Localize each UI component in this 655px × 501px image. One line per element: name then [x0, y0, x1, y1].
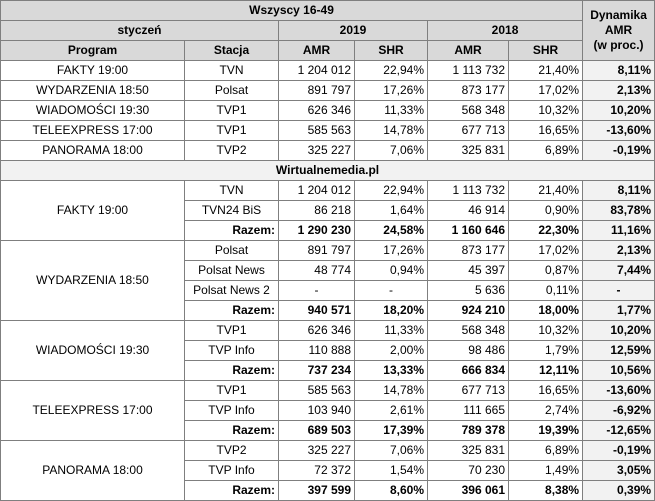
- amr-2019-cell: 940 571: [279, 301, 355, 321]
- station-cell: TVP Info: [185, 401, 279, 421]
- amr-2018-cell: 98 486: [428, 341, 509, 361]
- shr-2019-cell: 11,33%: [355, 101, 428, 121]
- shr-2018-cell: 21,40%: [509, 181, 583, 201]
- table-row: [1, 101, 655, 121]
- shr-2019-cell: 14,78%: [355, 121, 428, 141]
- station-cell: TVP Info: [185, 461, 279, 481]
- shr-2019-cell: 17,26%: [355, 81, 428, 101]
- shr-2018-cell: 6,89%: [509, 141, 583, 161]
- station-cell: Polsat: [185, 81, 279, 101]
- period-header: styczeń: [1, 21, 279, 41]
- amr-2018-cell: 789 378: [428, 421, 509, 441]
- amr-2018-cell: 677 713: [428, 121, 509, 141]
- amr-2019-cell: 1 204 012: [279, 61, 355, 81]
- shr-2018-cell: 10,32%: [509, 101, 583, 121]
- shr-2019-cell: 7,06%: [355, 441, 428, 461]
- total-label-cell: Razem:: [185, 481, 279, 501]
- group-program-cell: TELEEXPRESS 17:00: [1, 381, 185, 441]
- dynamics-header-line1: Dynamika: [590, 8, 647, 22]
- shr-2019-cell: 8,60%: [355, 481, 428, 501]
- shr-2018-cell: 1,79%: [509, 341, 583, 361]
- year-2019-header: 2019: [279, 21, 428, 41]
- amr-2018-cell: 873 177: [428, 81, 509, 101]
- amr-2019-cell: 585 563: [279, 121, 355, 141]
- dynamics-cell: 8,11%: [583, 181, 655, 201]
- dynamics-cell: -6,92%: [583, 401, 655, 421]
- amr-2019-cell: 48 774: [279, 261, 355, 281]
- amr-2018-cell: 1 113 732: [428, 61, 509, 81]
- shr-2019-cell: 1,54%: [355, 461, 428, 481]
- group-program-cell: PANORAMA 18:00: [1, 441, 185, 501]
- group-program-cell: FAKTY 19:00: [1, 181, 185, 241]
- table-body: [1, 61, 655, 501]
- amr-2019-cell: 110 888: [279, 341, 355, 361]
- shr-2019-cell: 13,33%: [355, 361, 428, 381]
- shr-2019-cell: 0,94%: [355, 261, 428, 281]
- col-program-header: Program: [1, 41, 185, 61]
- station-cell: TVP Info: [185, 341, 279, 361]
- shr-2019-cell: 22,94%: [355, 181, 428, 201]
- dynamics-cell: -13,60%: [583, 381, 655, 401]
- amr-2019-cell: 397 599: [279, 481, 355, 501]
- source-row: [1, 161, 655, 181]
- table-row: [1, 381, 655, 401]
- station-cell: TVP1: [185, 121, 279, 141]
- amr-2018-cell: 111 665: [428, 401, 509, 421]
- shr-2018-cell: 0,11%: [509, 281, 583, 301]
- amr-2018-cell: 1 113 732: [428, 181, 509, 201]
- shr-2019-cell: 2,00%: [355, 341, 428, 361]
- shr-2018-cell: 8,38%: [509, 481, 583, 501]
- shr-2018-cell: 16,65%: [509, 121, 583, 141]
- amr-2018-cell: 45 397: [428, 261, 509, 281]
- col-shr-2019-header: SHR: [355, 41, 428, 61]
- dynamics-cell: 11,16%: [583, 221, 655, 241]
- shr-2018-cell: 12,11%: [509, 361, 583, 381]
- dynamics-cell: -0,19%: [583, 141, 655, 161]
- table-row: [1, 121, 655, 141]
- dynamics-cell: 1,77%: [583, 301, 655, 321]
- dynamics-header-line2: AMR: [604, 23, 633, 37]
- amr-2018-cell: 568 348: [428, 101, 509, 121]
- program-cell: TELEEXPRESS 17:00: [1, 121, 185, 141]
- table-row: [1, 81, 655, 101]
- amr-2019-cell: -: [279, 281, 355, 301]
- station-cell: TVP2: [185, 441, 279, 461]
- amr-2019-cell: 626 346: [279, 321, 355, 341]
- shr-2018-cell: 2,74%: [509, 401, 583, 421]
- dynamics-header: [583, 1, 655, 61]
- year-2018-header: 2018: [428, 21, 583, 41]
- dynamics-header-line3: (w proc.): [593, 38, 644, 52]
- total-label-cell: Razem:: [185, 301, 279, 321]
- shr-2019-cell: 24,58%: [355, 221, 428, 241]
- table-row: [1, 181, 655, 201]
- total-label-cell: Razem:: [185, 361, 279, 381]
- total-label-cell: Razem:: [185, 221, 279, 241]
- amr-2019-cell: 325 227: [279, 141, 355, 161]
- dynamics-cell: -13,60%: [583, 121, 655, 141]
- table-row: [1, 61, 655, 81]
- shr-2019-cell: 18,20%: [355, 301, 428, 321]
- dynamics-cell: 2,13%: [583, 81, 655, 101]
- station-cell: TVP2: [185, 141, 279, 161]
- amr-2019-cell: 103 940: [279, 401, 355, 421]
- station-cell: TVP1: [185, 101, 279, 121]
- table-row: [1, 321, 655, 341]
- amr-2018-cell: 325 831: [428, 141, 509, 161]
- shr-2019-cell: 11,33%: [355, 321, 428, 341]
- program-cell: FAKTY 19:00: [1, 61, 185, 81]
- table-title: Wszyscy 16-49: [1, 1, 583, 21]
- station-cell: TVN24 BiS: [185, 201, 279, 221]
- dynamics-cell: 10,56%: [583, 361, 655, 381]
- amr-2019-cell: 626 346: [279, 101, 355, 121]
- dynamics-cell: 10,20%: [583, 321, 655, 341]
- dynamics-cell: -12,65%: [583, 421, 655, 441]
- amr-2018-cell: 924 210: [428, 301, 509, 321]
- shr-2018-cell: 1,49%: [509, 461, 583, 481]
- dynamics-cell: -0,19%: [583, 441, 655, 461]
- source-label: Wirtualnemedia.pl: [1, 161, 655, 181]
- period-row: [1, 21, 655, 41]
- station-cell: TVN: [185, 61, 279, 81]
- amr-2019-cell: 891 797: [279, 81, 355, 101]
- amr-2019-cell: 689 503: [279, 421, 355, 441]
- dynamics-cell: 8,11%: [583, 61, 655, 81]
- col-shr-2018-header: SHR: [509, 41, 583, 61]
- shr-2019-cell: 17,26%: [355, 241, 428, 261]
- amr-2018-cell: 1 160 646: [428, 221, 509, 241]
- program-cell: PANORAMA 18:00: [1, 141, 185, 161]
- dynamics-cell: 10,20%: [583, 101, 655, 121]
- dynamics-cell: 3,05%: [583, 461, 655, 481]
- shr-2018-cell: 22,30%: [509, 221, 583, 241]
- station-cell: TVN: [185, 181, 279, 201]
- dynamics-cell: 83,78%: [583, 201, 655, 221]
- amr-2018-cell: 677 713: [428, 381, 509, 401]
- shr-2018-cell: 16,65%: [509, 381, 583, 401]
- shr-2019-cell: -: [355, 281, 428, 301]
- shr-2018-cell: 10,32%: [509, 321, 583, 341]
- group-program-cell: WYDARZENIA 18:50: [1, 241, 185, 321]
- col-amr-2018-header: AMR: [428, 41, 509, 61]
- station-cell: Polsat News: [185, 261, 279, 281]
- shr-2018-cell: 0,90%: [509, 201, 583, 221]
- table-row: [1, 241, 655, 261]
- dynamics-cell: -: [583, 281, 655, 301]
- dynamics-cell: 7,44%: [583, 261, 655, 281]
- table-row: [1, 141, 655, 161]
- station-cell: TVP1: [185, 381, 279, 401]
- shr-2019-cell: 22,94%: [355, 61, 428, 81]
- amr-2018-cell: 568 348: [428, 321, 509, 341]
- station-cell: TVP1: [185, 321, 279, 341]
- shr-2018-cell: 17,02%: [509, 81, 583, 101]
- amr-2019-cell: 1 204 012: [279, 181, 355, 201]
- amr-2019-cell: 325 227: [279, 441, 355, 461]
- station-cell: Polsat: [185, 241, 279, 261]
- shr-2019-cell: 7,06%: [355, 141, 428, 161]
- amr-2019-cell: 585 563: [279, 381, 355, 401]
- shr-2018-cell: 0,87%: [509, 261, 583, 281]
- shr-2019-cell: 2,61%: [355, 401, 428, 421]
- title-row: [1, 1, 655, 21]
- amr-2019-cell: 1 290 230: [279, 221, 355, 241]
- col-station-header: Stacja: [185, 41, 279, 61]
- amr-2018-cell: 70 230: [428, 461, 509, 481]
- shr-2019-cell: 1,64%: [355, 201, 428, 221]
- amr-2018-cell: 5 636: [428, 281, 509, 301]
- shr-2018-cell: 21,40%: [509, 61, 583, 81]
- program-cell: WYDARZENIA 18:50: [1, 81, 185, 101]
- column-header-row: [1, 41, 655, 61]
- dynamics-cell: 2,13%: [583, 241, 655, 261]
- amr-2019-cell: 72 372: [279, 461, 355, 481]
- shr-2019-cell: 17,39%: [355, 421, 428, 441]
- amr-2018-cell: 666 834: [428, 361, 509, 381]
- dynamics-cell: 0,39%: [583, 481, 655, 501]
- amr-2019-cell: 737 234: [279, 361, 355, 381]
- shr-2018-cell: 6,89%: [509, 441, 583, 461]
- total-label-cell: Razem:: [185, 421, 279, 441]
- amr-2018-cell: 46 914: [428, 201, 509, 221]
- shr-2018-cell: 18,00%: [509, 301, 583, 321]
- col-amr-2019-header: AMR: [279, 41, 355, 61]
- shr-2018-cell: 19,39%: [509, 421, 583, 441]
- amr-2018-cell: 325 831: [428, 441, 509, 461]
- amr-2018-cell: 396 061: [428, 481, 509, 501]
- program-cell: WIADOMOŚCI 19:30: [1, 101, 185, 121]
- amr-2019-cell: 891 797: [279, 241, 355, 261]
- table-row: [1, 441, 655, 461]
- group-program-cell: WIADOMOŚCI 19:30: [1, 321, 185, 381]
- shr-2019-cell: 14,78%: [355, 381, 428, 401]
- shr-2018-cell: 17,02%: [509, 241, 583, 261]
- amr-2019-cell: 86 218: [279, 201, 355, 221]
- amr-2018-cell: 873 177: [428, 241, 509, 261]
- station-cell: Polsat News 2: [185, 281, 279, 301]
- dynamics-cell: 12,59%: [583, 341, 655, 361]
